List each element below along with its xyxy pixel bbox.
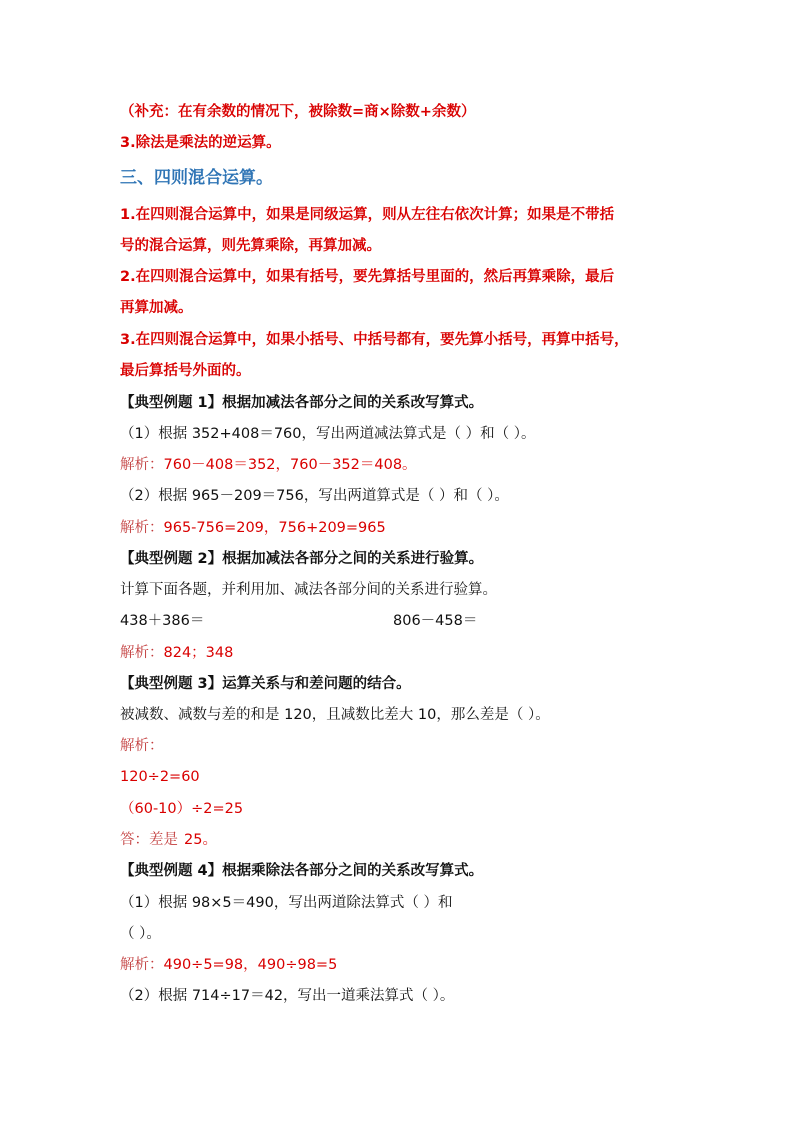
answer-label: 解析： — [120, 645, 164, 661]
section-heading-mixed-operations: 三、四则混合运算。 — [120, 168, 273, 188]
example-1-question-2: （2）根据 965－209＝756，写出两道算式是（ ）和（ ）。 — [120, 488, 509, 504]
rule-3-line-2: 最后算括号外面的。 — [120, 363, 251, 379]
example-3-question: 被减数、减数与差的和是 120，且减数比差大 10，那么差是（ ）。 — [120, 707, 550, 723]
example-3-answer-label: 解析： — [120, 738, 164, 754]
example-3-final-answer — [120, 830, 217, 850]
answer-value: 824；348 — [163, 645, 234, 661]
example-3-step-2: （60-10）÷2=25 — [120, 801, 244, 817]
answer-value: 490÷5=98，490÷98=5 — [163, 957, 338, 973]
example-4-header — [120, 861, 483, 881]
example-4-tag: 【典型例题 4】 — [120, 863, 223, 879]
answer-value: 25。 — [184, 832, 217, 848]
example-2-instruction: 计算下面各题，并利用加、减法各部分间的关系进行验算。 — [120, 582, 497, 598]
rule-3-line-1: 3.在四则混合运算中，如果小括号、中括号都有，要先算小括号，再算中括号， — [120, 332, 629, 348]
answer-label: 答：差是 — [120, 832, 178, 848]
supplement-note: （补充：在有余数的情况下，被除数=商×除数+余数） — [120, 104, 476, 120]
example-1-question-1: （1）根据 352+408＝760，写出两道减法算式是（ ）和（ ）。 — [120, 426, 536, 442]
example-1-title: 根据加减法各部分之间的关系改写算式。 — [222, 395, 484, 411]
example-2-title: 根据加减法各部分之间的关系进行验算。 — [222, 551, 484, 567]
example-4-question-1-line-2: （ ）。 — [120, 926, 161, 942]
answer-label: 解析： — [120, 520, 164, 536]
division-inverse-rule: 3.除法是乘法的逆运算。 — [120, 135, 281, 151]
example-1-tag: 【典型例题 1】 — [120, 395, 223, 411]
rule-1-line-2: 号的混合运算，则先算乘除，再算加减。 — [120, 238, 381, 254]
rule-1-line-1: 1.在四则混合运算中，如果是同级运算，则从左往右依次计算；如果是不带括 — [120, 207, 615, 223]
example-1-header — [120, 393, 483, 413]
rule-2-line-1: 2.在四则混合运算中，如果有括号，要先算括号里面的，然后再算乘除，最后 — [120, 269, 615, 285]
answer-label: 解析： — [120, 957, 164, 973]
example-3-tag: 【典型例题 3】 — [120, 676, 223, 692]
example-3-header — [120, 674, 411, 694]
example-2-expression-right: 806－458＝ — [393, 613, 478, 629]
example-4-question-2: （2）根据 714÷17＝42，写出一道乘法算式（ ）。 — [120, 988, 455, 1004]
example-3-step-1: 120÷2=60 — [120, 769, 200, 785]
example-4-answer-1 — [120, 955, 337, 975]
example-4-question-1-line-1: （1）根据 98×5＝490，写出两道除法算式（ ）和 — [120, 895, 453, 911]
example-2-tag: 【典型例题 2】 — [120, 551, 223, 567]
answer-value: 760－408＝352，760－352＝408。 — [163, 457, 417, 473]
example-2-expression-left: 438＋386＝ — [120, 613, 205, 629]
example-2-answer — [120, 643, 233, 663]
rule-2-line-2: 再算加减。 — [120, 300, 193, 316]
example-3-title: 运算关系与和差问题的结合。 — [222, 676, 411, 692]
answer-label: 解析： — [120, 457, 164, 473]
example-1-answer-1 — [120, 455, 417, 475]
example-2-header — [120, 549, 483, 569]
example-4-title: 根据乘除法各部分之间的关系改写算式。 — [222, 863, 484, 879]
example-1-answer-2 — [120, 518, 386, 538]
answer-value: 965-756=209，756+209=965 — [163, 520, 386, 536]
